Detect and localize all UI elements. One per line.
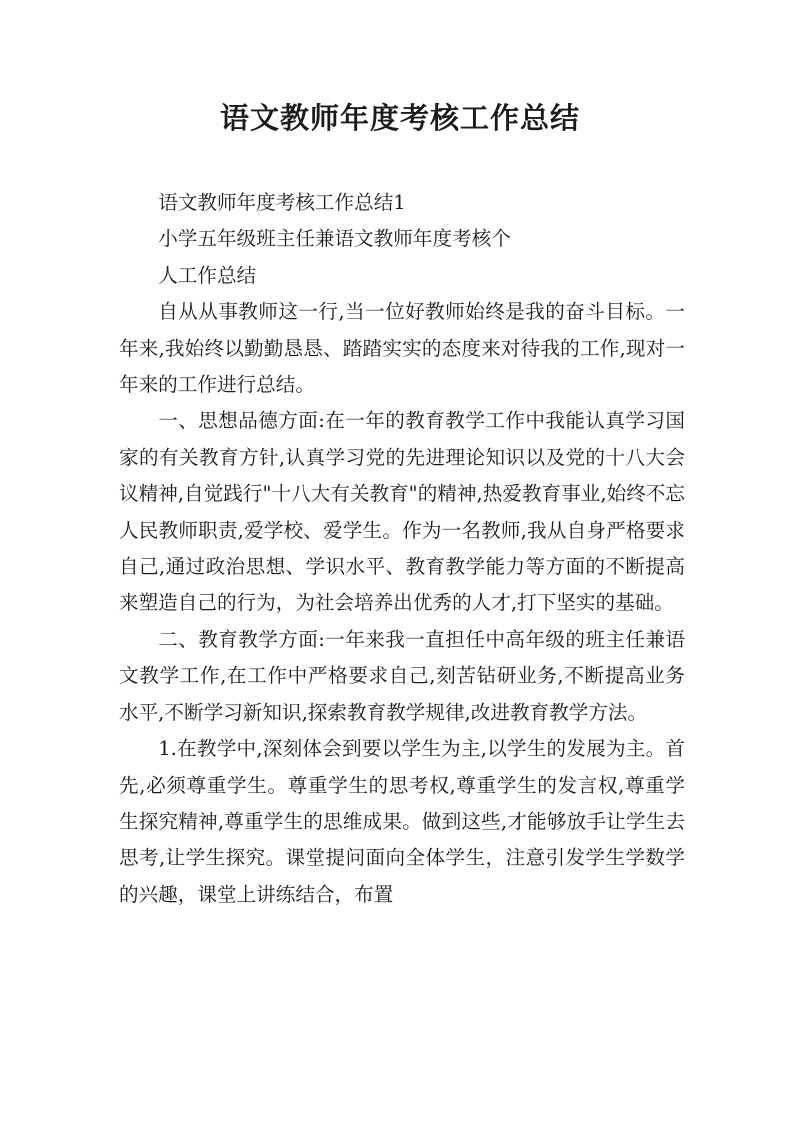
- body-paragraph-section-2: 二、教育教学方面:一年来我一直担任中高年级的班主任兼语文教学工作,在工作中严格要求自己,刻苦钻研业务,不断提高业务水平,不断学习新知识,探索教育教学规律,改进教育教学方法。: [119, 627, 685, 724]
- body-paragraph-heading-line1: 小学五年级班主任兼语文教师年度考核个: [158, 227, 511, 251]
- body-paragraph-item-1: 1.在教学中,深刻体会到要以学生为主,以学生的发展为主。首先,必须尊重学生。尊重学生的思考权,尊重学生的发言权,尊重学生探究精神,尊重学生的思维成果。做到这些,才能够放手让学生去思考,让学生探究。课堂提问面向全体学生，注意引发学生学数学的兴趣，课堂上讲练结合，布置: [119, 737, 685, 906]
- body-paragraph-intro: 自从从事教师这一行,当一位好教师始终是我的奋斗目标。一年来,我始终以勤勤恳恳、踏踏实实的态度来对待我的工作,现对一年来的工作进行总结。: [119, 300, 685, 397]
- body-paragraph-section-1: 一、思想品德方面:在一年的教育教学工作中我能认真学习国家的有关教育方针,认真学习党的先进理论知识以及党的十八大会议精神,自觉践行"十八大有关教育"的精神,热爱教育事业,始终不忘人民教师职责,爱学校、爱学生。作为一名教师,我从自身严格要求自己,通过政治思想、学识水平、教育教学能力等方面的不断提高来塑造自己的行为，为社会培养出优秀的人才,打下坚实的基础。: [119, 409, 685, 615]
- document-title: 语文教师年度考核工作总结: [219, 101, 580, 135]
- document-body: [119, 185, 685, 913]
- body-paragraph-subtitle: 语文教师年度考核工作总结1: [158, 191, 406, 214]
- body-paragraph-heading-line2: 人工作总结: [158, 263, 257, 287]
